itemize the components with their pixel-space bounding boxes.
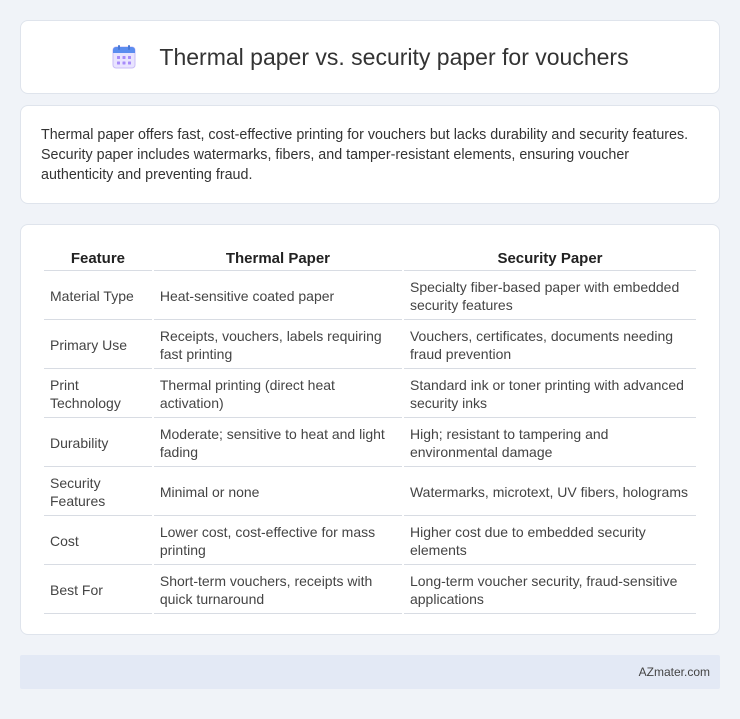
security-cell: High; resistant to tampering and environmental damage [404, 420, 696, 467]
comparison-card [20, 224, 720, 635]
thermal-cell: Heat-sensitive coated paper [154, 273, 402, 320]
header-security-paper: Security Paper [404, 245, 696, 271]
summary-card [20, 105, 720, 204]
footer-site-link[interactable]: AZmater.com [638, 665, 710, 679]
table-row [44, 420, 696, 467]
feature-cell: Security Features [44, 469, 152, 516]
table-header-row [44, 245, 696, 271]
calendar-icon [111, 44, 137, 70]
title-card [20, 20, 720, 94]
feature-cell: Print Technology [44, 371, 152, 418]
thermal-cell: Short-term vouchers, receipts with quick turnaround [154, 567, 402, 614]
summary-text: Thermal paper offers fast, cost-effective printing for vouchers but lacks durability and security features. Security paper includes watermarks, fibers, and tamper-resistant elements, ensuring voucher authenticity and preventing fraud. [41, 127, 689, 183]
table-row [44, 371, 696, 418]
security-cell: Vouchers, certificates, documents needing fraud prevention [404, 322, 696, 369]
thermal-cell: Minimal or none [154, 469, 402, 516]
security-cell: Standard ink or toner printing with advanced security inks [404, 371, 696, 418]
feature-cell: Durability [44, 420, 152, 467]
thermal-cell: Moderate; sensitive to heat and light fading [154, 420, 402, 467]
thermal-cell: Receipts, vouchers, labels requiring fast printing [154, 322, 402, 369]
feature-cell: Cost [44, 518, 152, 565]
security-cell: Watermarks, microtext, UV fibers, holograms [404, 469, 696, 516]
header-thermal-paper: Thermal Paper [154, 245, 402, 271]
security-cell: Higher cost due to embedded security elements [404, 518, 696, 565]
security-cell: Long-term voucher security, fraud-sensitive applications [404, 567, 696, 614]
feature-cell: Primary Use [44, 322, 152, 369]
table-row [44, 518, 696, 565]
thermal-cell: Lower cost, cost-effective for mass printing [154, 518, 402, 565]
table-row [44, 273, 696, 320]
table-row [44, 567, 696, 614]
thermal-cell: Thermal printing (direct heat activation) [154, 371, 402, 418]
page-title: Thermal paper vs. security paper for vouchers [159, 43, 629, 70]
header-feature: Feature [44, 245, 152, 271]
comparison-table [42, 243, 698, 616]
security-cell: Specialty fiber-based paper with embedded security features [404, 273, 696, 320]
table-row [44, 322, 696, 369]
feature-cell: Best For [44, 567, 152, 614]
footer-bar [20, 655, 720, 689]
title-wrap [111, 44, 628, 71]
feature-cell: Material Type [44, 273, 152, 320]
table-row [44, 469, 696, 516]
